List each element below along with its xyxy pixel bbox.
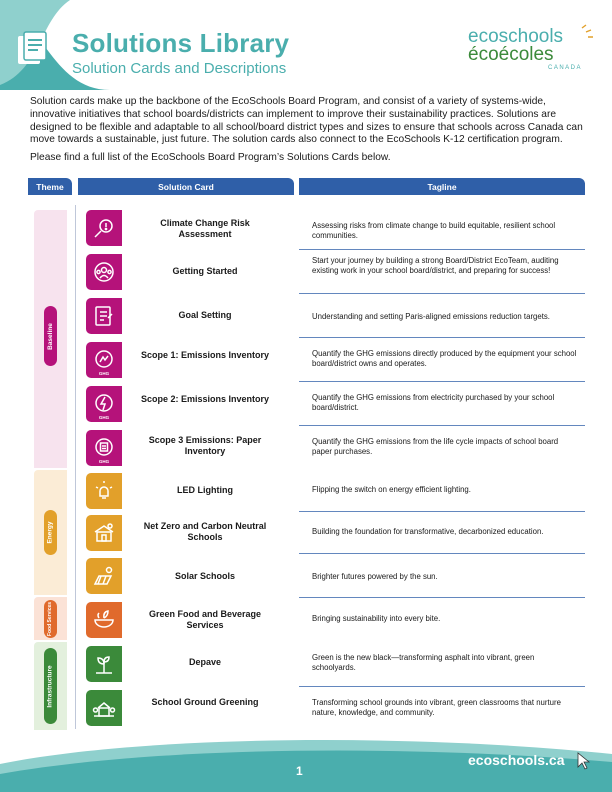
svg-text:CANADA: CANADA (548, 65, 583, 70)
page-number: 1 (296, 764, 303, 778)
team-icon (86, 254, 122, 290)
sprout-icon (86, 646, 122, 682)
header-theme: Theme (28, 178, 72, 195)
card-name: Getting Started (172, 266, 238, 276)
table-row (78, 513, 585, 553)
school-icon (86, 515, 122, 551)
page-subtitle: Solution Cards and Descriptions (72, 60, 287, 77)
theme-food-services: Food Services (44, 600, 57, 638)
card-name: Scope 2: Emissions Inventory (140, 394, 270, 404)
row-separator (299, 381, 585, 382)
table-row (78, 427, 585, 469)
card-name: Goal Setting (178, 310, 232, 320)
card-name: Depave (188, 657, 222, 667)
header-solution-card: Solution Card (78, 178, 294, 195)
theme-energy: Energy (44, 510, 57, 555)
card-tagline: Flipping the switch on energy efficient lighting. (312, 485, 471, 494)
checklist-icon (86, 298, 122, 334)
scope2-icon: GHG (86, 386, 122, 422)
table-divider (75, 205, 76, 729)
table-row (78, 383, 585, 425)
card-name: Solar Schools (174, 571, 236, 581)
card-name: School Ground Greening (151, 697, 259, 707)
card-name: Net Zero and Carbon Neutral Schools (143, 521, 267, 542)
intro-paragraph: Solution cards make up the backbone of the EcoSchools Board Program, and consist of a variety of systems-wide, innovative initiatives that school boards/districts can implement to improve their sustainability practices. Solutions are designed to be flexible and adaptable to all school/board district types and sizes to ensure that schools across Canada can move towards a sustainable, just future. The solution cards also connect to the EcoSchools K-12 certification program. (30, 96, 583, 146)
card-name: Green Food and Beverage Services (148, 609, 262, 630)
document-icon (14, 30, 54, 70)
row-separator (299, 686, 585, 687)
card-name: Climate Change Risk Assessment (160, 218, 250, 239)
card-tagline: Quantify the GHG emissions from the life cycle impacts of school board paper purchases. (312, 437, 559, 456)
row-separator (299, 425, 585, 426)
cursor-icon (576, 752, 592, 770)
card-tagline: Understanding and setting Paris-aligned emissions reduction targets. (312, 312, 550, 321)
page-title: Solutions Library (72, 28, 290, 58)
card-tagline: Quantify the GHG emissions directly produced by the equipment your school board/district owns and operates. (312, 349, 577, 368)
svg-text:écoécoles: écoécoles (468, 44, 554, 65)
card-tagline: Assessing risks from climate change to build equitable, resilient school communities. (312, 221, 556, 240)
row-separator (299, 337, 585, 338)
food-icon (86, 602, 122, 638)
table-row (78, 471, 585, 511)
card-tagline: Start your journey by building a strong Board/District EcoTeam, auditing existing work in your school board/district, and preparing for success! (312, 256, 559, 275)
website-link[interactable]: ecoschools.ca (468, 752, 565, 768)
card-name: Scope 1: Emissions Inventory (140, 350, 270, 360)
card-tagline: Brighter futures powered by the sun. (312, 572, 438, 581)
card-tagline: Green is the new black—transforming asphalt into vibrant, green schoolyards. (312, 653, 535, 672)
theme-baseline: Baseline (44, 306, 57, 366)
card-tagline: Building the foundation for transformative, decarbonized education. (312, 527, 544, 536)
scope1-icon: GHG (86, 342, 122, 378)
card-name: Scope 3 Emissions: Paper Inventory (148, 435, 262, 456)
card-name: LED Lighting (177, 485, 233, 495)
scope3-icon: GHG (86, 430, 122, 466)
intro-note: Please find a full list of the EcoSchools Board Program’s Solutions Cards below. (30, 152, 391, 163)
risk-icon (86, 210, 122, 246)
table-row (78, 295, 585, 337)
card-tagline: Bringing sustainability into every bite. (312, 614, 441, 623)
row-separator (299, 597, 585, 598)
led-icon (86, 473, 122, 509)
row-separator (299, 553, 585, 554)
row-separator (299, 293, 585, 294)
table-row (78, 207, 585, 249)
svg-text:ecoschools: ecoschools (468, 26, 564, 47)
row-separator (299, 511, 585, 512)
table-row (78, 251, 585, 293)
table-row (78, 599, 585, 641)
row-separator (299, 249, 585, 250)
table-row (78, 555, 585, 597)
header-tagline: Tagline (299, 178, 585, 195)
theme-infrastructure: Infrastructure (44, 648, 57, 724)
card-tagline: Transforming school grounds into vibrant, green classrooms that nurture nature, knowledge, and community. (312, 698, 561, 717)
card-tagline: Quantify the GHG emissions from electricity purchased by your school board/district. (312, 393, 555, 412)
solar-icon (86, 558, 122, 594)
ecoschools-logo (466, 24, 596, 70)
table-row (78, 643, 585, 685)
table-row (78, 339, 585, 381)
school-garden-icon (86, 690, 122, 726)
